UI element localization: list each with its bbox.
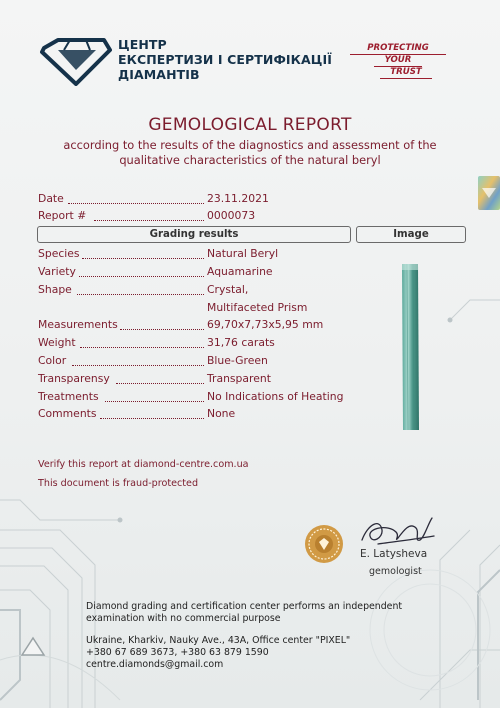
result-value: Multifaceted Prism [207,301,308,314]
result-value: Aquamarine [207,265,273,278]
page-title: GEMOLOGICAL REPORT [148,115,352,135]
signer-role: gemologist [369,566,422,577]
result-label: Species [38,247,80,260]
signer-name: E. Latysheva [360,548,428,560]
diamond-outline-logo-icon [38,38,112,86]
verify-text: Verify this report at diamond-centre.com.ua [38,459,249,470]
field-value: 0000073 [207,209,256,222]
result-label: Color [38,354,67,367]
result-row-treatments [38,390,348,406]
gemstone-image [399,262,421,432]
center-name-line-3: ДІАМАНТІВ [118,67,200,82]
result-label: Weight [38,336,76,349]
footer-phones: +380 67 689 3673, +380 63 879 1590 [86,647,269,658]
result-value: Blue-Green [207,354,268,367]
result-value: Natural Beryl [207,247,279,260]
result-label: Measurements [38,318,118,331]
result-value: None [207,407,236,420]
field-value: 23.11.2021 [207,192,269,205]
result-row-shape [38,283,348,299]
triangle-icon [20,635,46,657]
footer-description-line-2: examination with no commercial purpose [86,613,281,624]
result-value: No Indications of Heating [207,390,344,403]
field-report-number [38,209,348,225]
tagline-line-2: YOUR [374,55,422,67]
result-row-variety [38,265,348,281]
result-value: 69,70x7,73x5,95 mm [207,318,324,331]
footer-description-line-1: Diamond grading and certification center performs an independent [86,601,403,612]
footer-address: Ukraine, Kharkiv, Nauky Ave., 43A, Office center "PIXEL" [86,635,351,646]
subtitle [0,138,500,168]
result-label: Treatments [38,390,99,403]
tagline [350,43,446,79]
field-date [38,192,348,208]
result-label: Transparensy [38,372,110,385]
tagline-line-1: PROTECTING [350,43,446,55]
footer-email: centre.diamonds@gmail.com [86,659,224,670]
subtitle-line-1: according to the results of the diagnostics and assessment of the [63,138,437,152]
gia-seal-icon [304,524,344,564]
hologram-sticker-icon [478,176,500,210]
field-label: Date [38,192,64,205]
footer [86,601,402,671]
center-name-line-2: ЕКСПЕРТИЗИ І СЕРТИФІКАЦІЇ [118,52,332,67]
center-name [118,37,332,82]
result-label: Comments [38,407,97,420]
result-row-weight [38,336,348,352]
result-row-species [38,247,348,263]
result-label: Variety [38,265,76,278]
signature-image [358,510,438,552]
result-row-comments [38,407,348,423]
result-value: 31,76 carats [207,336,275,349]
result-row-shape-cont [38,301,348,317]
image-header: Image [356,226,466,243]
center-name-line-1: ЦЕНТР [118,37,167,52]
result-row-transparency [38,372,348,388]
result-value: Transparent [207,372,271,385]
result-label: Shape [38,283,72,296]
subtitle-line-2: qualitative characteristics of the natural beryl [119,153,381,167]
result-value: Crystal, [207,283,249,296]
grading-results-header: Grading results [37,226,351,243]
fraud-text: This document is fraud-protected [38,478,199,489]
field-label: Report # [38,209,87,222]
result-row-color [38,354,348,370]
tagline-line-3: TRUST [380,67,432,79]
result-row-measurements [38,318,348,334]
